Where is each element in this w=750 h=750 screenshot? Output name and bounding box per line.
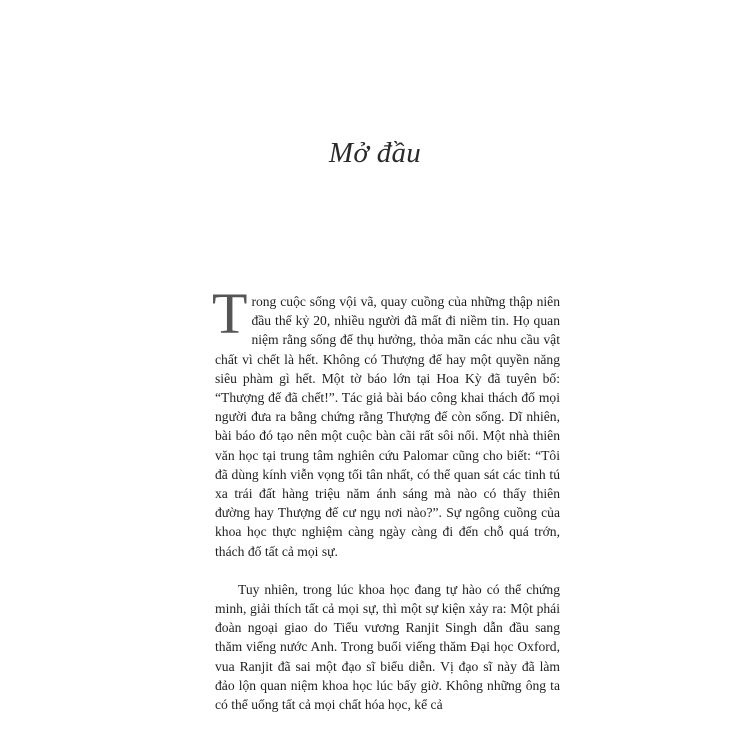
paragraph-1-text: rong cuộc sống vội vã, quay cuồng của những thập niên đầu thế kỷ 20, nhiều người đã mất đi niềm tin. Họ quan niệm rằng sống để thụ hưởng, thỏa mãn các nhu cầu vật chất vì chết là hết. Không có Thượng đế hay một quyền năng siêu phàm gì hết. Một tờ báo lớn tại Hoa Kỳ đã tuyên bố: “Thượng đế đã chết!”. Tác giả bài báo công khai thách đố mọi người đưa ra bằng chứng rằng Thượng đế còn sống. Dĩ nhiên, bài báo đó tạo nên một cuộc bàn cãi rất sôi nổi. Một nhà thiên văn học tại trung tâm nghiên cứu Palomar cũng cho biết: “Tôi đã dùng kính viễn vọng tối tân nhất, có thể quan sát các tinh tú xa trái đất hàng triệu năm ánh sáng mà nào có thấy thiên đường hay Thượng đế cư ngụ nơi nào?”. Sự ngông cuồng của khoa học thực nghiệm càng ngày càng đi đến chỗ quá trớn, thách đố tất cả mọi sự. [215, 294, 560, 559]
chapter-title: Mở đầu [328, 137, 422, 169]
paragraph-1 [212, 281, 560, 561]
body-text [212, 281, 560, 714]
paragraph-2: Tuy nhiên, trong lúc khoa học đang tự hào có thể chứng minh, giải thích tất cả mọi sự, thì một sự kiện xảy ra: Một phái đoàn ngoại giao do Tiểu vương Ranjit Singh dẫn đầu sang thăm viếng nước Anh. Trong buổi viếng thăm Đại học Oxford, vua Ranjit đã sai một đạo sĩ biểu diễn. Vị đạo sĩ này đã làm đảo lộn quan niệm khoa học lúc bấy giờ. Không những ông ta có thể uống tất cả mọi chất hóa học, kể cả [215, 581, 560, 713]
drop-cap: T [212, 281, 248, 346]
